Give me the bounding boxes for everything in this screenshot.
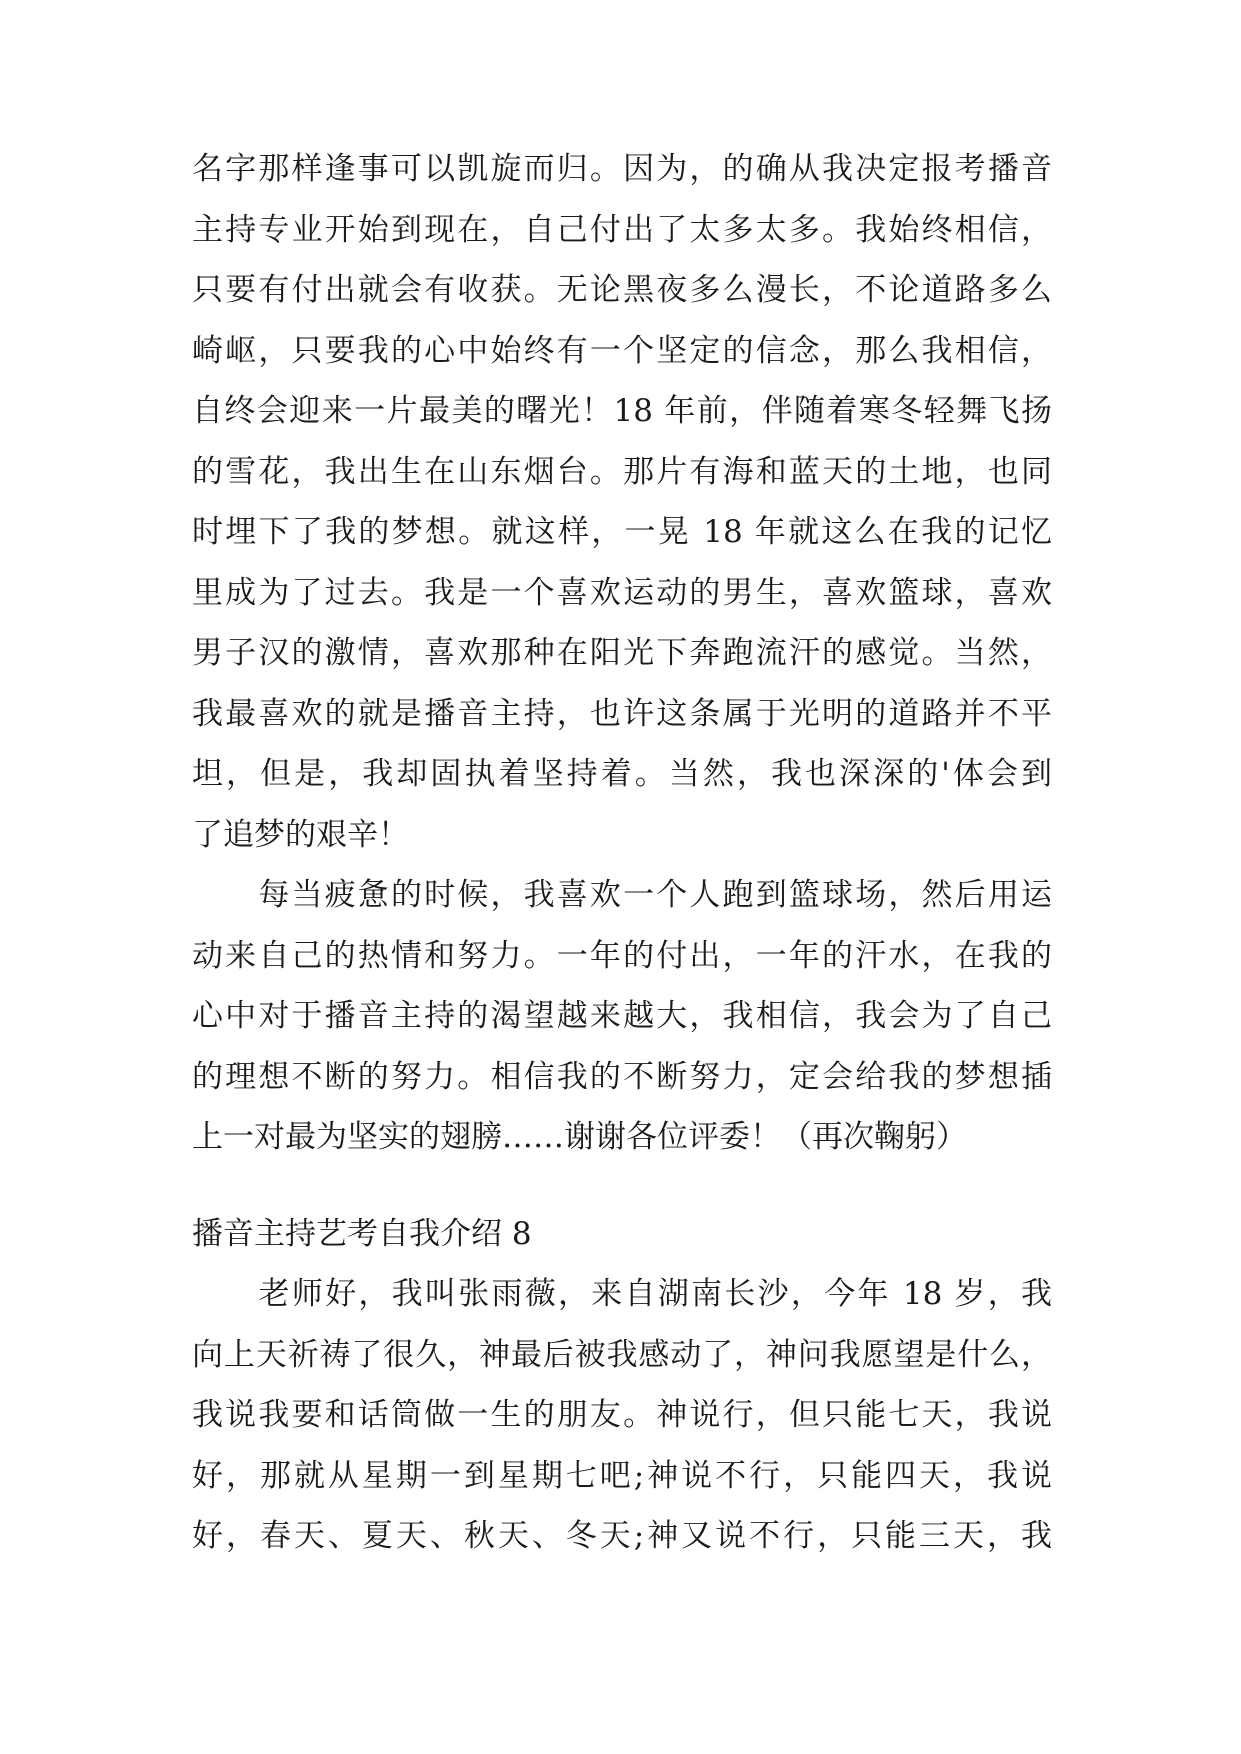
text-line: 我最喜欢的就是播音主持，也许这条属于光明的道路并不平 [192,695,1052,732]
text-line: 好，那就从星期一到星期七吧;神说不行，只能四天，我说 [192,1457,1052,1494]
text-line: 里成为了过去。我是一个喜欢运动的男生，喜欢篮球，喜欢 [192,574,1052,611]
text-line: 了追梦的艰辛！ [192,816,409,853]
text-line: 动来自己的热情和努力。一年的付出，一年的汗水，在我的 [192,937,1052,974]
text-line: 崎岖，只要我的心中始终有一个坚定的信念，那么我相信， [192,332,1052,369]
text-line: 好，春天、夏天、秋天、冬天;神又说不行，只能三天，我 [192,1518,1052,1554]
paragraph-3 [192,1264,1052,1567]
text-line: 上一对最为坚实的翅膀……谢谢各位评委！（再次鞠躬） [192,1119,967,1155]
text-line: 名字那样逢事可以凯旋而归。因为，的确从我决定报考播音 [192,151,1052,187]
paragraph-1 [192,139,1052,865]
text-line: 的雪花，我出生在山东烟台。那片有海和蓝天的土地，也同 [192,453,1052,490]
text-line: 每当疲惫的时候，我喜欢一个人跑到篮球场，然后用运 [192,877,1052,913]
text-line: 主持专业开始到现在，自己付出了太多太多。我始终相信， [192,211,1052,248]
text-line: 心中对于播音主持的渴望越来越大，我相信，我会为了自己 [192,998,1052,1034]
text-line: 时埋下了我的梦想。就这样，一晃 18 年就这么在我的记忆 [192,514,1052,550]
section-heading: 播音主持艺考自我介绍 8 [192,1216,532,1252]
paragraph-2 [192,865,1052,1168]
text-line: 男子汉的激情，喜欢那种在阳光下奔跑流汗的感觉。当然， [192,635,1052,671]
text-line: 我说我要和话筒做一生的朋友。神说行，但只能七天，我说 [192,1397,1052,1433]
text-line: 只要有付出就会有收获。无论黑夜多么漫长，不论道路多么 [192,272,1052,308]
text-line: 自终会迎来一片最美的曙光！18 年前，伴随着寒冬轻舞飞扬 [192,393,1052,429]
text-line: 老师好，我叫张雨薇，来自湖南长沙，今年 18 岁，我 [192,1276,1052,1312]
text-line: 向上天祈祷了很久，神最后被我感动了，神问我愿望是什么， [192,1336,1052,1373]
text-line: 坦，但是，我却固执着坚持着。当然，我也深深的'体会到 [192,756,1052,792]
text-line: 的理想不断的努力。相信我的不断努力，定会给我的梦想插 [192,1058,1052,1095]
